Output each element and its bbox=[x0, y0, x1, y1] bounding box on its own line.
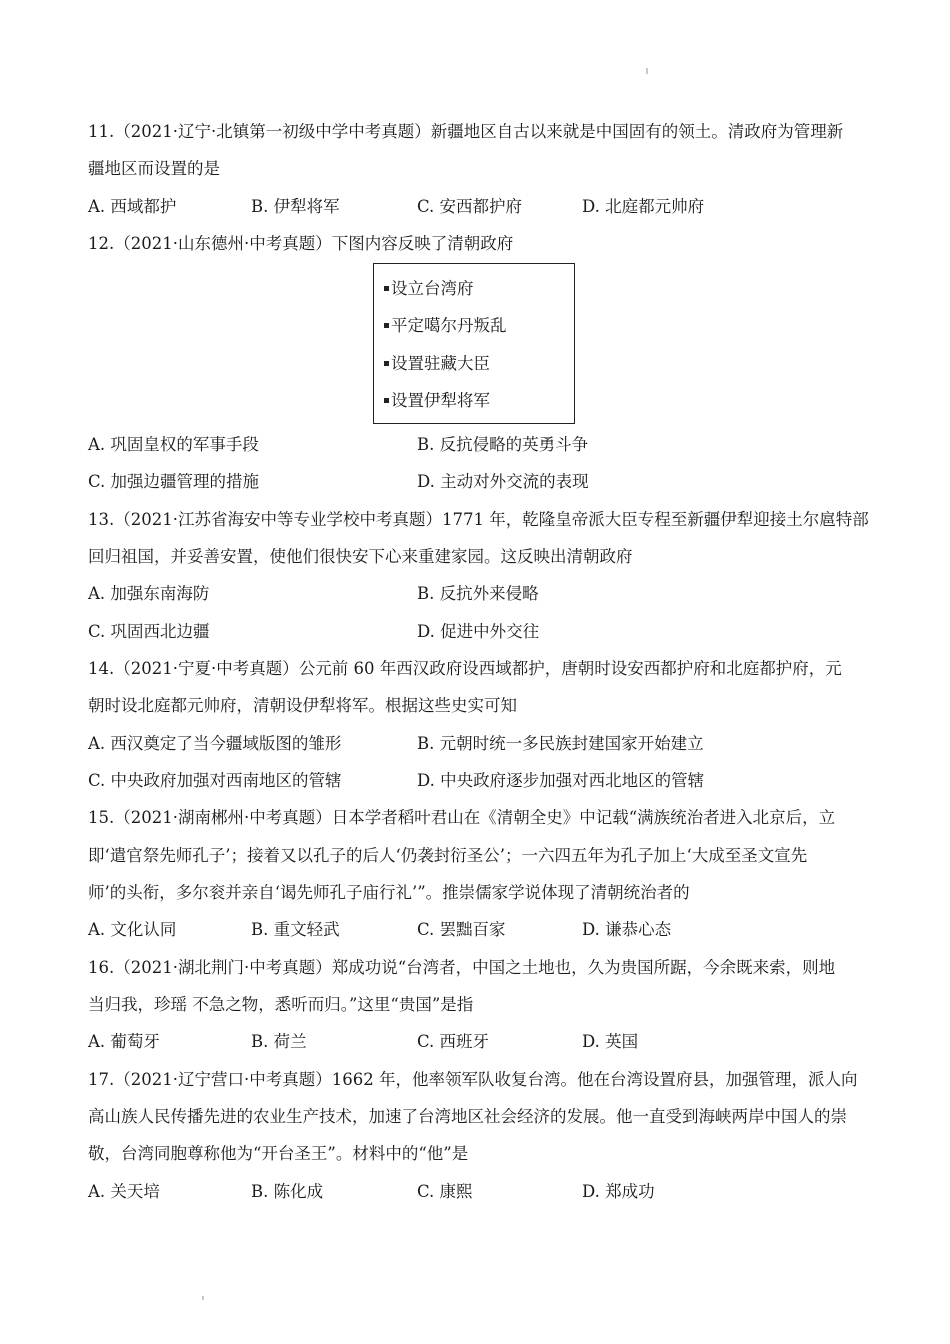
question-17-option-b: B. 陈化成 bbox=[251, 1182, 324, 1201]
question-11-option-b: B. 伊犁将军 bbox=[251, 197, 340, 216]
question-13-option-a: A. 加强东南海防 bbox=[88, 584, 210, 603]
question-15-option-a: A. 文化认同 bbox=[88, 920, 177, 939]
question-16-option-d: D. 英国 bbox=[582, 1032, 639, 1051]
question-15-option-d: D. 谦恭心态 bbox=[582, 920, 672, 939]
bullet-square-icon bbox=[384, 286, 389, 291]
question-15-option-c: C. 罢黜百家 bbox=[417, 920, 506, 939]
question-11-stem-line-1: 11.（2021·辽宁·北镇第一初级中学中考真题）新疆地区自古以来就是中国固有的领土。清政府为管理新 bbox=[88, 122, 844, 141]
question-13-option-b: B. 反抗外来侵略 bbox=[417, 584, 539, 603]
question-14-option-b: B. 元朝时统一多民族封建国家开始建立 bbox=[417, 734, 704, 753]
question-15-stem-line-2: 即‘遣官祭先师孔子’；接着又以孔子的后人‘仍袭封衍圣公’；一六四五年为孔子加上‘大成至圣文宣先 bbox=[88, 846, 808, 865]
question-15-stem-line-1: 15.（2021·湖南郴州·中考真题）日本学者稻叶君山在《清朝全史》中记载“满族统治者进入北京后，立 bbox=[88, 808, 836, 827]
question-16-option-b: B. 荷兰 bbox=[251, 1032, 307, 1051]
box-item: 设立台湾府 bbox=[384, 277, 474, 301]
question-12-option-c: C. 加强边疆管理的措施 bbox=[88, 472, 260, 491]
bullet-square-icon bbox=[384, 361, 389, 366]
page-mark bbox=[646, 68, 648, 74]
question-15-option-b: B. 重文轻武 bbox=[251, 920, 340, 939]
question-12-option-a: A. 巩固皇权的军事手段 bbox=[88, 435, 259, 454]
question-17-stem-line-1: 17.（2021·辽宁营口·中考真题）1662 年，他率领军队收复台湾。他在台湾设置府县，加强管理，派人向 bbox=[88, 1070, 858, 1089]
question-17-option-c: C. 康熙 bbox=[417, 1182, 473, 1201]
question-11-option-d: D. 北庭都元帅府 bbox=[582, 197, 705, 216]
question-17-stem-line-3: 敬，台湾同胞尊称他为“开台圣王”。材料中的“他”是 bbox=[88, 1144, 469, 1163]
question-14-stem-line-2: 朝时设北庭都元帅府，清朝设伊犁将军。根据这些史实可知 bbox=[88, 696, 517, 715]
question-11-stem-line-2: 疆地区而设置的是 bbox=[88, 159, 220, 178]
question-12-option-d: D. 主动对外交流的表现 bbox=[417, 472, 589, 491]
question-12-stem-line-1: 12.（2021·山东德州·中考真题）下图内容反映了清朝政府 bbox=[88, 234, 514, 253]
question-16-option-a: A. 葡萄牙 bbox=[88, 1032, 160, 1051]
box-item: 平定噶尔丹叛乱 bbox=[384, 314, 507, 338]
question-16-stem-line-2: 当归我，珍瑶 不急之物，悉听而归。”这里“贵国”是指 bbox=[88, 995, 474, 1014]
question-17-stem-line-2: 高山族人民传播先进的农业生产技术，加速了台湾地区社会经济的发展。他一直受到海峡两岸中国人的崇 bbox=[88, 1107, 847, 1126]
question-16-stem-line-1: 16.（2021·湖北荆门·中考真题）郑成功说“台湾者，中国之土地也，久为贵国所踞，今余既来索，则地 bbox=[88, 958, 836, 977]
question-14-option-d: D. 中央政府逐步加强对西北地区的管辖 bbox=[417, 771, 705, 790]
question-11-option-a: A. 西域都护 bbox=[88, 197, 177, 216]
question-13-stem-line-2: 回归祖国，并妥善安置，使他们很快安下心来重建家园。这反映出清朝政府 bbox=[88, 547, 633, 566]
bullet-square-icon bbox=[384, 323, 389, 328]
question-16-option-c: C. 西班牙 bbox=[417, 1032, 490, 1051]
question-17-option-a: A. 关天培 bbox=[88, 1182, 160, 1201]
question-13-option-d: D. 促进中外交往 bbox=[417, 622, 540, 641]
question-14-stem-line-1: 14.（2021·宁夏·中考真题）公元前 60 年西汉政府设西域都护，唐朝时设安西都护府和北庭都护府，元 bbox=[88, 659, 842, 678]
question-15-stem-line-3: 师’的头衔，多尔衮并亲自‘谒先师孔子庙行礼’”。推崇儒家学说体现了清朝统治者的 bbox=[88, 883, 690, 902]
question-12-option-b: B. 反抗侵略的英勇斗争 bbox=[417, 435, 589, 454]
question-14-option-a: A. 西汉奠定了当今疆域版图的雏形 bbox=[88, 734, 342, 753]
question-12-content-box bbox=[373, 263, 575, 424]
page-mark bbox=[202, 1296, 204, 1300]
bullet-square-icon bbox=[384, 398, 389, 403]
question-14-option-c: C. 中央政府加强对西南地区的管辖 bbox=[88, 771, 342, 790]
box-item: 设置伊犁将军 bbox=[384, 389, 490, 413]
question-17-option-d: D. 郑成功 bbox=[582, 1182, 655, 1201]
question-11-option-c: C. 安西都护府 bbox=[417, 197, 523, 216]
box-item: 设置驻藏大臣 bbox=[384, 352, 490, 376]
question-13-option-c: C. 巩固西北边疆 bbox=[88, 622, 210, 641]
question-13-stem-line-1: 13.（2021·江苏省海安中等专业学校中考真题）1771 年，乾隆皇帝派大臣专程至新疆伊犁迎接土尔扈特部 bbox=[88, 510, 869, 529]
